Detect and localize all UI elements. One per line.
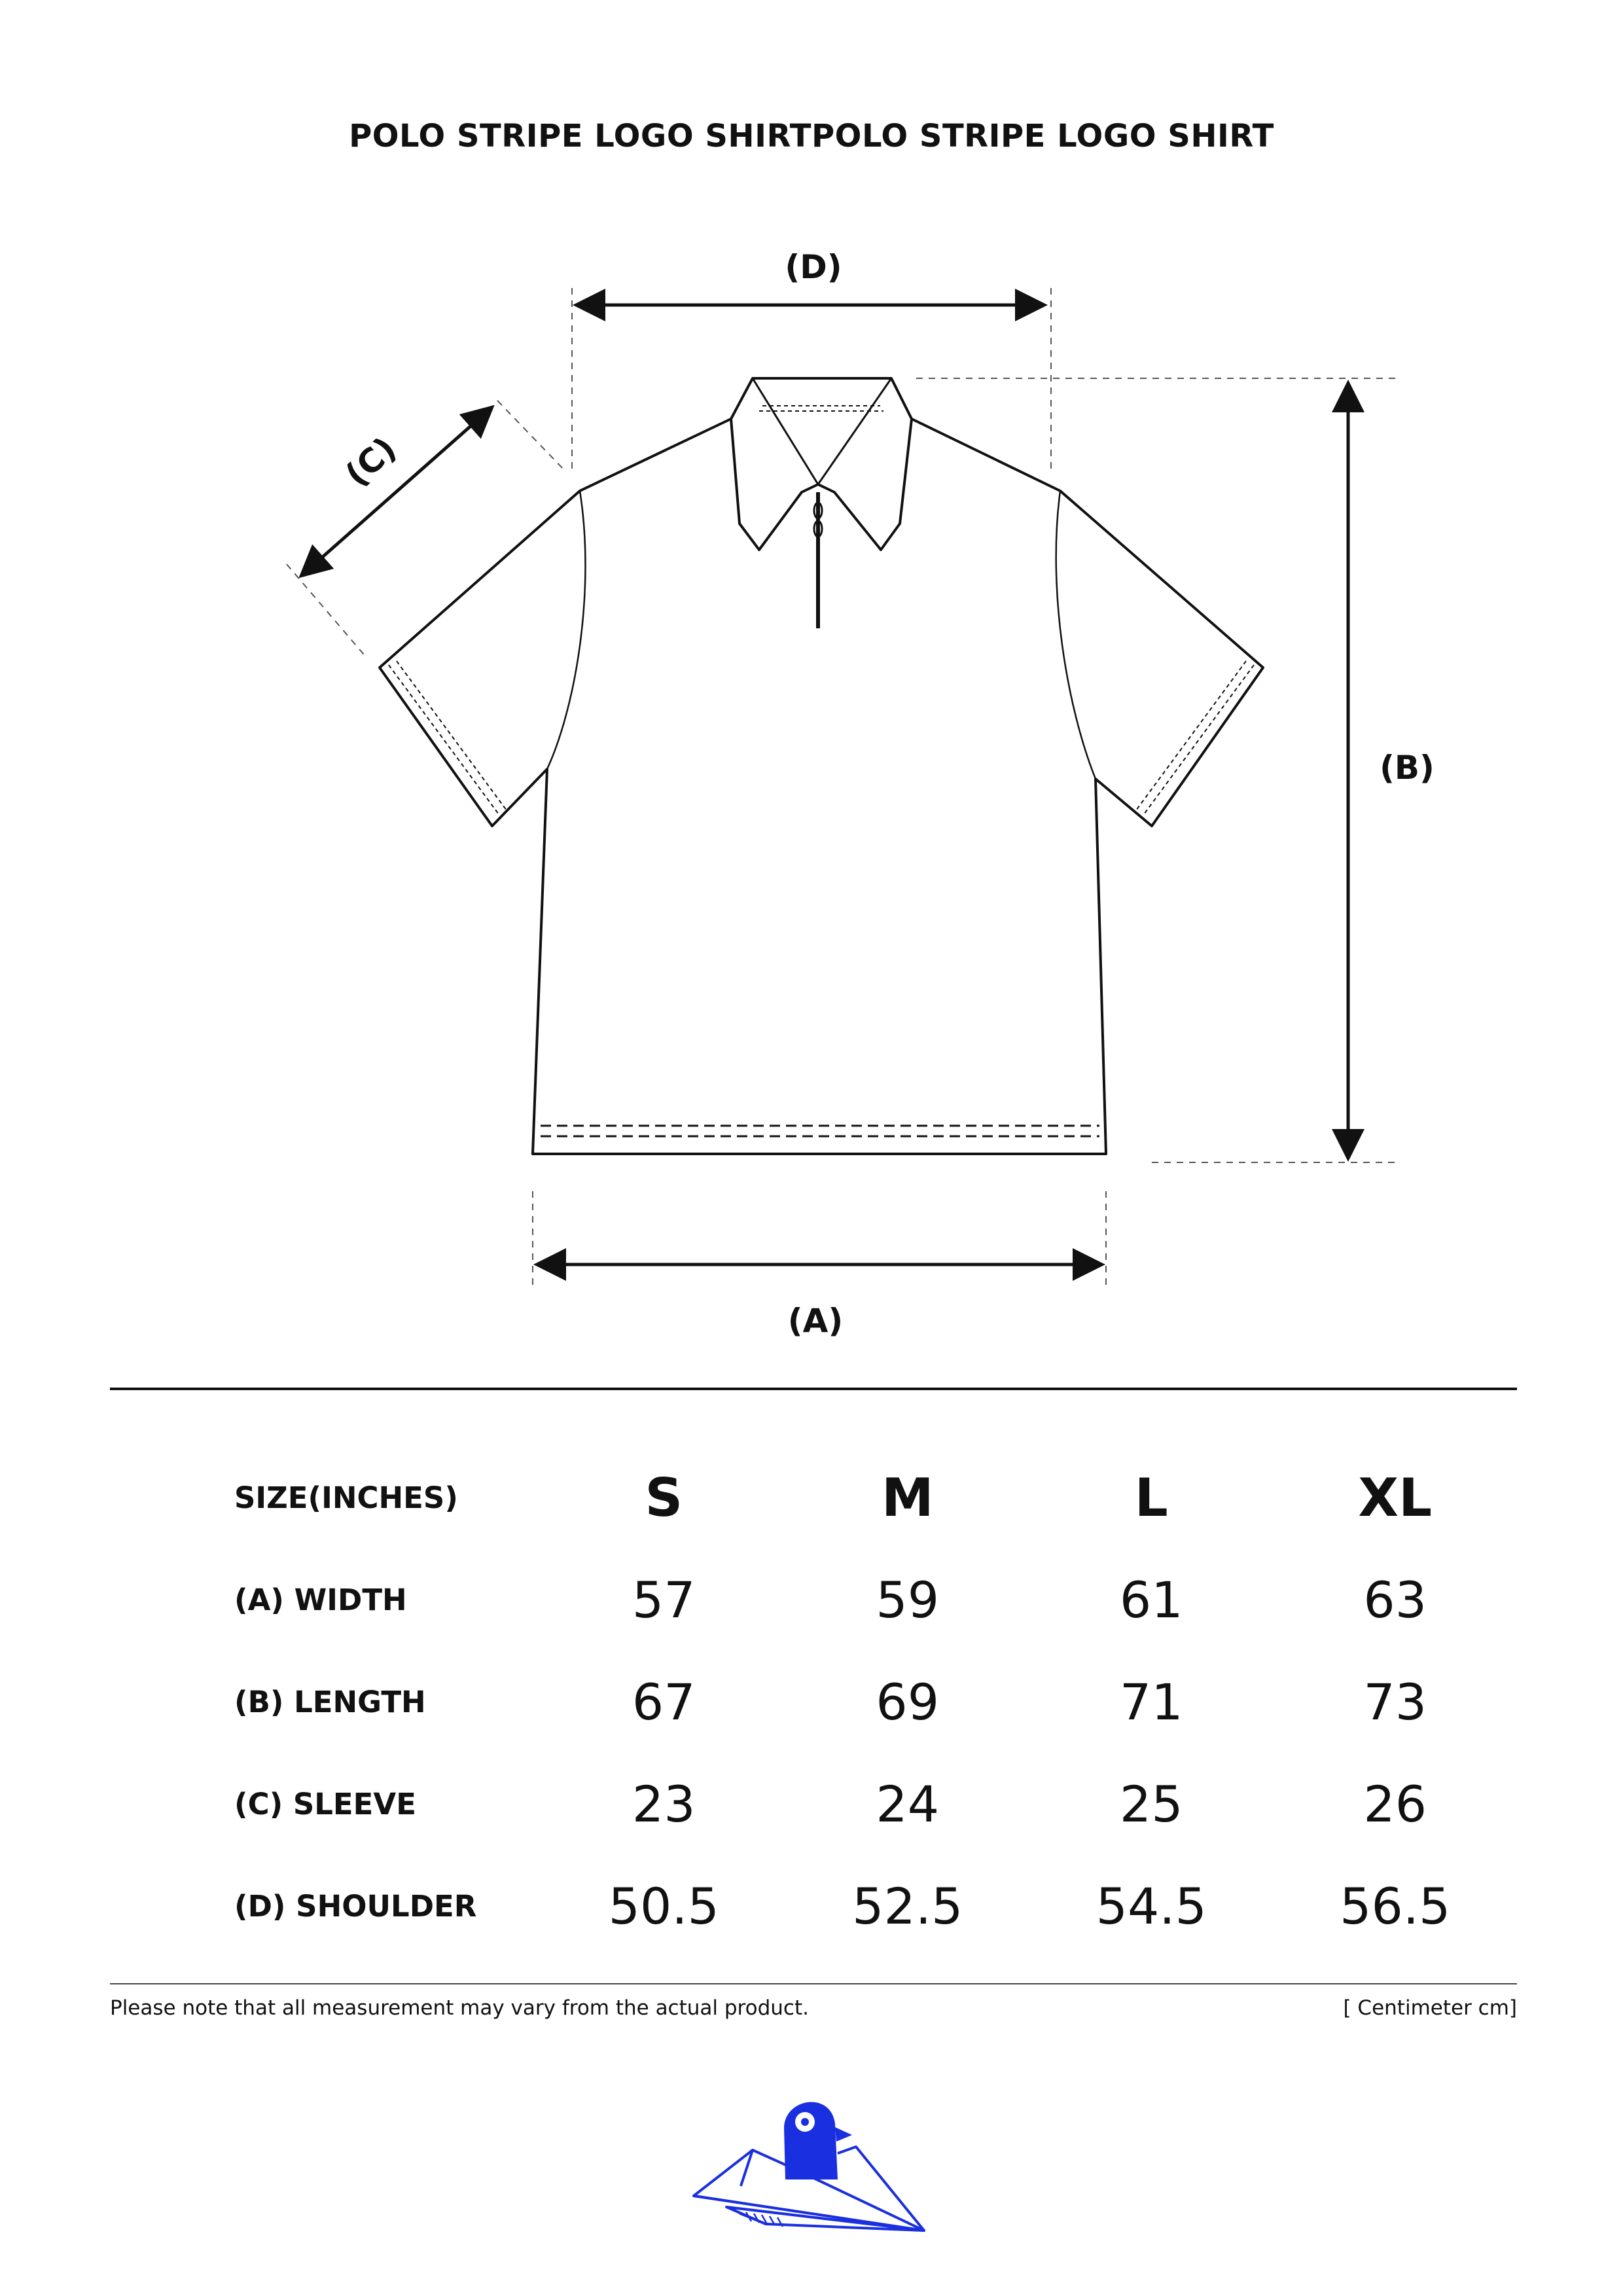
cell-value: 25 [1119, 1774, 1183, 1833]
cell-value: 71 [1119, 1672, 1183, 1731]
page-title: POLO STRIPE LOGO SHIRTPOLO STRIPE LOGO SHIRT [349, 118, 1274, 154]
cell-value: 73 [1363, 1672, 1427, 1731]
size-col-s: S [645, 1467, 683, 1528]
cell-value: 50.5 [608, 1876, 719, 1935]
size-col-m: M [881, 1467, 934, 1528]
label-a: (A) [787, 1302, 844, 1340]
size-header-label: SIZE(INCHES) [234, 1480, 458, 1515]
left-sleeve-seam [547, 491, 586, 769]
section-divider-bottom [110, 1983, 1517, 1984]
cell-value: 69 [876, 1672, 940, 1731]
label-b: (B) [1380, 749, 1435, 787]
section-divider-top [110, 1388, 1517, 1390]
cell-value: 52.5 [852, 1876, 963, 1935]
guide-lines [287, 288, 1400, 1289]
label-c: (C) [338, 429, 404, 494]
measurement-disclaimer: Please note that all measurement may vary from the actual product. [110, 1996, 809, 2020]
row-label-width: (A) WIDTH [234, 1582, 407, 1617]
row-label-shoulder: (D) SHOULDER [234, 1888, 477, 1924]
unit-label: [ Centimeter cm] [1343, 1996, 1517, 2020]
size-header-row [110, 1446, 1517, 1549]
cell-value: 57 [632, 1570, 696, 1629]
right-sleeve-seam [1056, 491, 1096, 779]
cell-value: 56.5 [1340, 1876, 1451, 1935]
cell-value: 63 [1363, 1570, 1427, 1629]
size-col-xl: XL [1358, 1467, 1433, 1528]
row-label-sleeve: (C) SLEEVE [234, 1786, 416, 1821]
arrow-c [301, 407, 492, 576]
cell-value: 26 [1363, 1774, 1427, 1833]
shirt-outline [380, 378, 1263, 1154]
cell-value: 24 [876, 1774, 940, 1833]
table-row [110, 1549, 1517, 1651]
label-d: (D) [785, 248, 842, 286]
cell-value: 61 [1119, 1570, 1183, 1629]
brand-logo-icon [681, 2081, 942, 2238]
table-row [110, 1651, 1517, 1753]
row-label-length: (B) LENGTH [234, 1684, 426, 1719]
size-table [110, 1446, 1517, 1957]
cell-value: 67 [632, 1672, 696, 1731]
cell-value: 23 [632, 1774, 696, 1833]
table-row [110, 1855, 1517, 1957]
table-row [110, 1753, 1517, 1855]
cell-value: 59 [876, 1570, 940, 1629]
dimension-arrows [301, 305, 1348, 1265]
size-col-l: L [1134, 1467, 1168, 1528]
cell-value: 54.5 [1096, 1876, 1207, 1935]
